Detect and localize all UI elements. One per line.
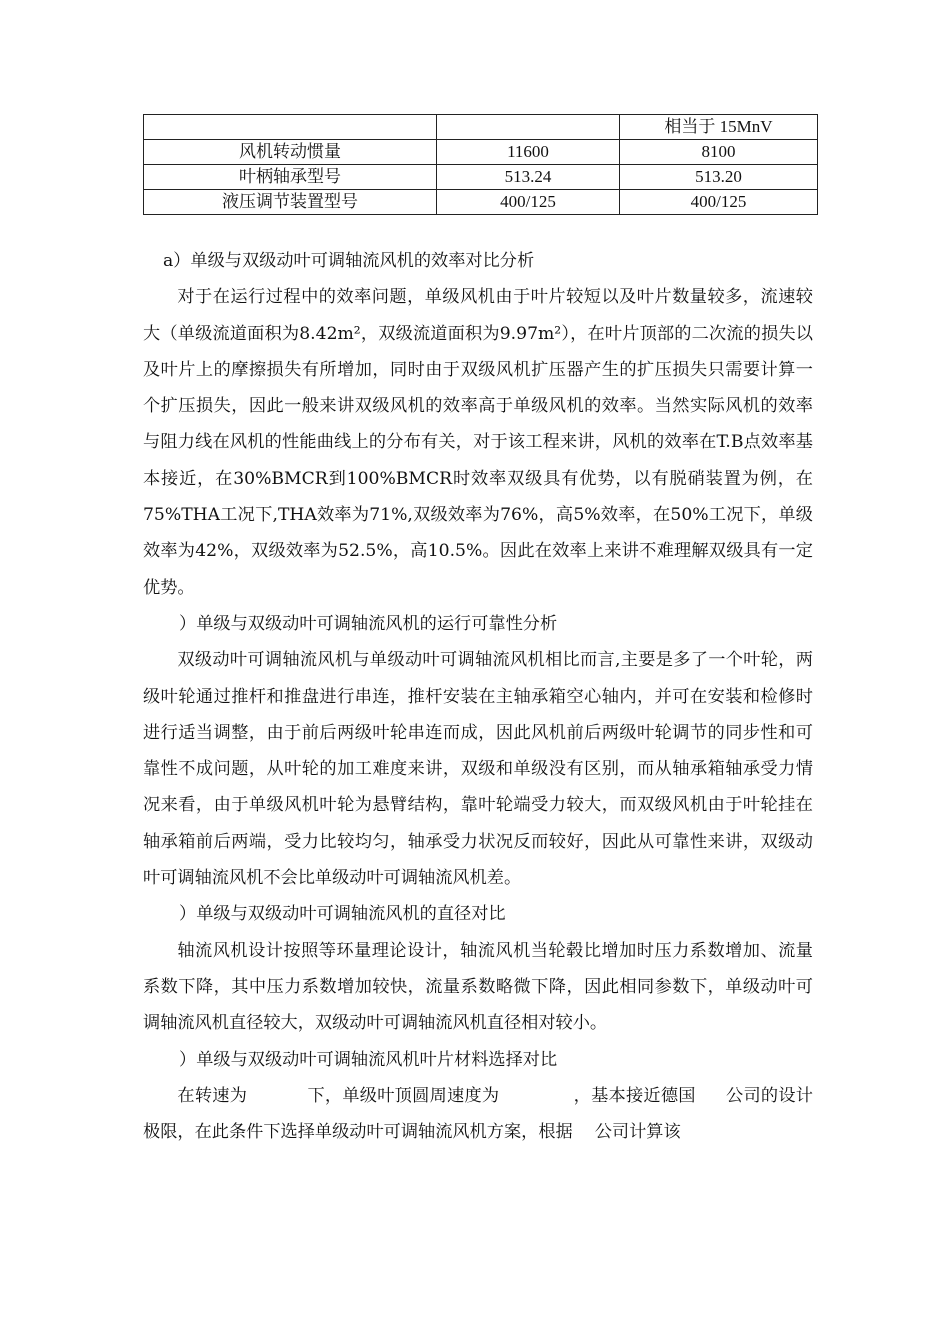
table-cell: 叶柄轴承型号 bbox=[144, 165, 437, 190]
table-cell bbox=[437, 115, 620, 140]
section-heading: ）单级与双级动叶可调轴流风机的运行可靠性分析 bbox=[179, 613, 558, 634]
table-cell: 11600 bbox=[437, 140, 620, 165]
section-paragraph: 双级动叶可调轴流风机与单级动叶可调轴流风机相比而言,主要是多了一个叶轮，两级叶轮通过推杆和推盘进行串连，推杆安装在主轴承箱空心轴内，并可在安装和检修时进行适当调整，由于前后两级叶轮串连而成，因此风机前后两级叶轮调节的同步性和可靠性不成问题，从叶轮的加工难度来讲，双级和单级没有区别，而从轴承箱轴承受力情况来看，由于单级风机叶轮为悬臂结构，靠叶轮端受力较大，而双级风机由于叶轮挂在轴承箱前后两端，受力比较均匀，轴承受力状况反而较好，因此从可靠性来讲，双级动叶可调轴流风机不会比单级动叶可调轴流风机差。 bbox=[143, 650, 813, 889]
table-row bbox=[144, 165, 818, 190]
section-paragraph bbox=[143, 1078, 813, 1151]
text-fragment: 公司计算该 bbox=[594, 1122, 681, 1143]
text-fragment: 下，单级叶顶圆周速度为 bbox=[307, 1085, 500, 1106]
text-fragment: 公司的设计极限，在此条件下选择单级动叶可调轴流风机方案，根据 bbox=[143, 1085, 813, 1143]
section-heading: ）单级与双级动叶可调轴流风机叶片材料选择对比 bbox=[179, 1049, 558, 1070]
table-cell: 8100 bbox=[620, 140, 818, 165]
table-cell: 液压调节装置型号 bbox=[144, 190, 437, 215]
section-heading: a）单级与双级动叶可调轴流风机的效率对比分析 bbox=[163, 251, 535, 271]
section-heading: ）单级与双级动叶可调轴流风机的直径对比 bbox=[179, 904, 506, 925]
table-cell bbox=[144, 115, 437, 140]
table-row bbox=[144, 140, 818, 165]
text-fragment: ，基本接近德国 bbox=[573, 1085, 696, 1106]
table-cell: 513.20 bbox=[620, 165, 818, 190]
fan-spec-table bbox=[143, 114, 818, 215]
text-fragment: 在转速为 bbox=[177, 1085, 248, 1106]
table-header-row bbox=[144, 115, 818, 140]
table-cell: 400/125 bbox=[437, 190, 620, 215]
section-paragraph: 对于在运行过程中的效率问题，单级风机由于叶片较短以及叶片数量较多，流速较大（单级流道面积为8.42m²，双级流道面积为9.97m²），在叶片顶部的二次流的损失以及叶片上的摩擦损失有所增加，同时由于双级风机扩压器产生的扩压损失只需要计算一个扩压损失，因此一般来讲双级风机的效率高于单级风机的效率。当然实际风机的效率与阻力线在风机的性能曲线上的分布有关，对于该工程来讲，风机的效率在T.B点效率基本接近，在30%BMCR到100%BMCR时效率双级具有优势，以有脱硝装置为例，在75%THA工况下,THA效率为71%,双级效率为76%，高5%效率，在50%工况下，单级效率为42%，双级效率为52.5%，高10.5%。因此在效率上来讲不难理解双级具有一定优势。 bbox=[143, 287, 813, 598]
table-cell: 513.24 bbox=[437, 165, 620, 190]
section-paragraph: 轴流风机设计按照等环量理论设计，轴流风机当轮毂比增加时压力系数增加、流量系数下降，其中压力系数增加较快，流量系数略微下降，因此相同参数下，单级动叶可调轴流风机直径较大，双级动叶可调轴流风机直径相对较小。 bbox=[143, 940, 813, 1034]
table-row bbox=[144, 190, 818, 215]
table-cell: 400/125 bbox=[620, 190, 818, 215]
document-body bbox=[143, 243, 813, 1150]
table-cell: 相当于 15MnV bbox=[620, 115, 818, 140]
table-cell: 风机转动惯量 bbox=[144, 140, 437, 165]
